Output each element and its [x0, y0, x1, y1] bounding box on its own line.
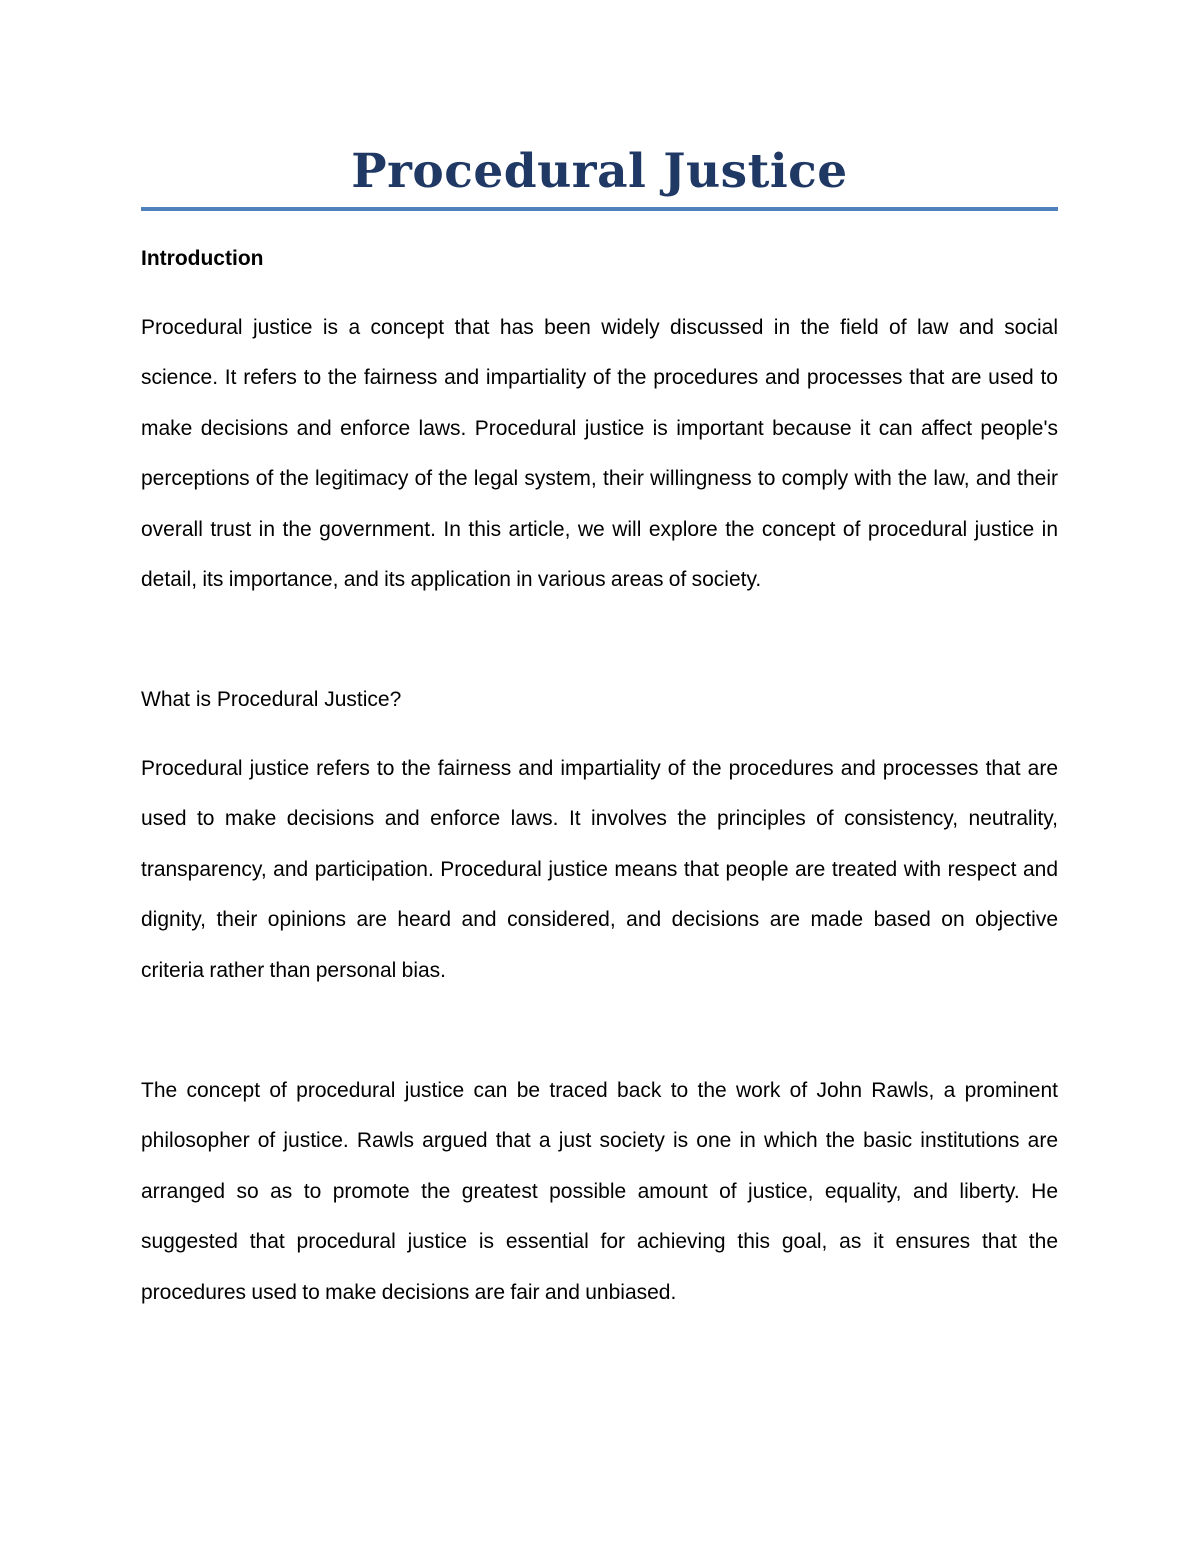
section-heading-what-is: What is Procedural Justice? [141, 688, 402, 711]
paragraph-definition: Procedural justice refers to the fairness and impartiality of the procedures and processes that are used to make decisions and enforce laws. It involves the principles of consistency, neutrality, transparency, and participation. Procedural justice means that people are treated with respect and dignity, their opinions are heard and considered, and decisions are made based on objective criteria rather than personal bias. [141, 757, 1058, 982]
paragraph-introduction: Procedural justice is a concept that has been widely discussed in the field of law and social science. It refers to the fairness and impartiality of the procedures and processes that are used to make decisions and enforce laws. Procedural justice is important because it can affect people's perceptions of the legitimacy of the legal system, their willingness to comply with the law, and their overall trust in the government. In this article, we will explore the concept of procedural justice in detail, its importance, and its application in various areas of society. [141, 316, 1058, 592]
paragraph-rawls: The concept of procedural justice can be traced back to the work of John Rawls, a prominent philosopher of justice. Rawls argued that a just society is one in which the basic institutions are arranged so as to promote the greatest possible amount of justice, equality, and liberty. He suggested that procedural justice is essential for achieving this goal, as it ensures that the procedures used to make decisions are fair and unbiased. [141, 1079, 1058, 1304]
title-underline-rule [141, 207, 1058, 211]
document-title: Procedural Justice [351, 144, 848, 199]
section-heading-introduction: Introduction [141, 247, 264, 270]
